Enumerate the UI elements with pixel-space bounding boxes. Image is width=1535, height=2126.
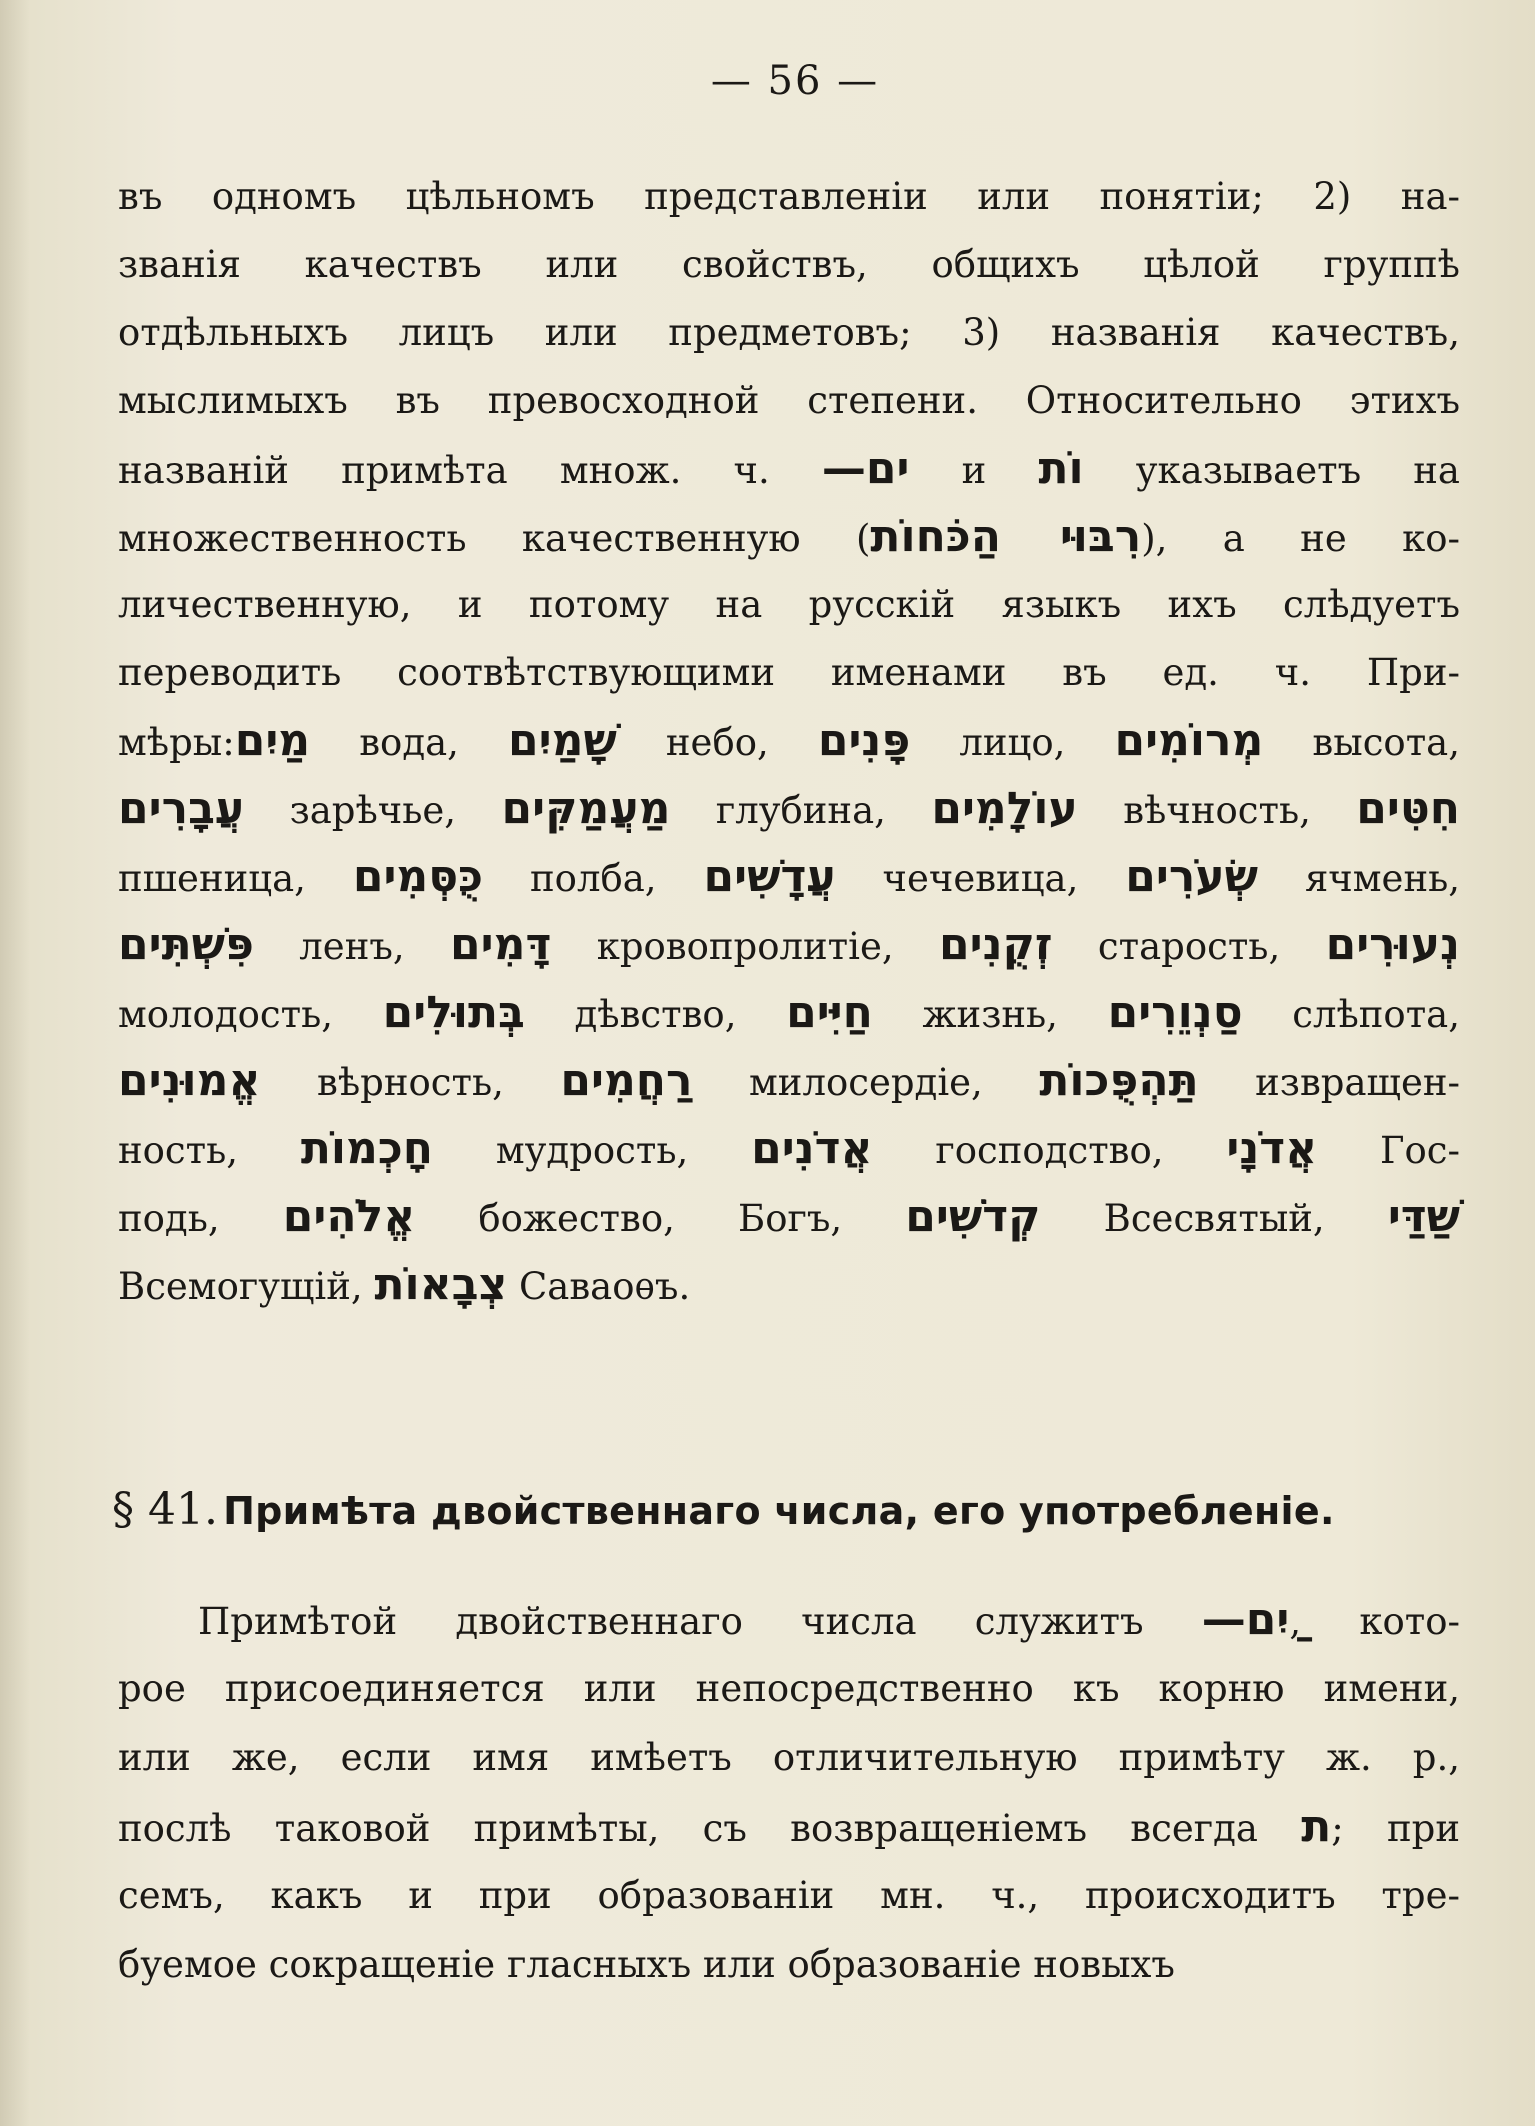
text-segment: званія качествъ или свойствъ, общихъ цѣлой группѣ [118, 243, 1460, 286]
text-segment: небо, [616, 721, 818, 764]
text-segment: ленъ, [253, 925, 451, 968]
hebrew-word: אֱמוּנִים [118, 1055, 261, 1106]
text-segment: названій примѣта множ. ч. [118, 449, 822, 492]
text-segment: зарѣчье, [244, 789, 502, 832]
hebrew-word: אֲדֹנָי [1226, 1123, 1318, 1174]
text-line [118, 1861, 1460, 1930]
text-line [118, 979, 1460, 1047]
text-segment: господство, [872, 1129, 1227, 1172]
text-line [118, 1654, 1460, 1723]
text-line [118, 1723, 1460, 1792]
text-line [118, 1930, 1460, 1999]
text-segment: въ одномъ цѣльномъ представленіи или понятіи; 2) на- [118, 175, 1460, 218]
text-segment: вѣчность, [1077, 789, 1357, 832]
text-segment: лицо, [910, 721, 1115, 764]
hebrew-word: צְבָאוֹת [374, 1259, 508, 1310]
text-segment: Всемогущій, [118, 1265, 375, 1308]
text-line [118, 503, 1460, 571]
text-segment: чечевица, [835, 857, 1126, 900]
hebrew-word: סַנְוֵרִים [1107, 987, 1243, 1038]
text-segment: жизнь, [872, 993, 1108, 1036]
section-heading [112, 1480, 1472, 1540]
section-number: § 41. [112, 1484, 218, 1535]
text-segment: Всесвятый, [1040, 1197, 1388, 1240]
hebrew-word: מַעֲמַקִּים [501, 783, 671, 834]
hebrew-word: רִבּוּי הַכֹּחוֹת [870, 511, 1142, 562]
text-line [118, 911, 1460, 979]
text-line [118, 1585, 1460, 1654]
text-segment: мудрость, [433, 1129, 752, 1172]
text-line [118, 231, 1460, 299]
text-segment: личественную, и потому на русскій языкъ ихъ слѣдуетъ [118, 583, 1460, 626]
hebrew-word: חַיִּים [786, 987, 873, 1038]
hebrew-word: וֹת [1038, 443, 1084, 494]
text-segment: милосердіе, [692, 1061, 1040, 1104]
text-line [118, 1115, 1460, 1183]
text-segment: мѣры: [118, 721, 235, 764]
text-segment: рое присоединяется или непосредственно къ корню имени, [118, 1667, 1460, 1710]
page-number: — 56 — [710, 58, 880, 104]
hebrew-word: קְדֹשִׁים [905, 1191, 1041, 1242]
hebrew-word: ים— [821, 443, 910, 494]
hebrew-word: עוֹלָמִים [931, 783, 1078, 834]
text-segment: семъ, какъ и при образованіи мн. ч., происходитъ тре- [118, 1874, 1460, 1917]
text-segment: вода, [310, 721, 509, 764]
hebrew-word: בְּתוּלִים [382, 987, 525, 1038]
text-segment: Гос- [1317, 1129, 1461, 1172]
text-line [118, 1251, 1460, 1319]
text-line [118, 435, 1460, 503]
hebrew-word: רַחֲמִים [560, 1055, 693, 1106]
text-segment: пшеница, [118, 857, 353, 900]
text-segment: буемое сокращеніе гласныхъ или образованіе новыхъ [118, 1943, 1175, 1986]
hebrew-word: עֲדָשִׁים [703, 851, 836, 902]
text-segment: высота, [1263, 721, 1460, 764]
text-segment: ), а не ко- [1141, 517, 1460, 560]
text-line [118, 639, 1460, 707]
hebrew-word: תַּהְפֻּכוֹת [1039, 1055, 1199, 1106]
paragraph-plural-examples [118, 163, 1460, 1319]
section-title: Примѣта двойственнаго числа, его употребленіе. [223, 1489, 1335, 1533]
text-segment: отдѣльныхъ лицъ или предметовъ; 3) названія качествъ, [118, 311, 1460, 354]
text-line [118, 571, 1460, 639]
text-segment: подь, [118, 1197, 283, 1240]
text-segment: вѣрность, [260, 1061, 561, 1104]
text-segment: Саваоѳъ. [507, 1265, 691, 1308]
text-line [118, 1792, 1460, 1861]
text-line [118, 1047, 1460, 1115]
text-segment: и [909, 449, 1039, 492]
text-line [118, 775, 1460, 843]
text-segment: или же, если имя имѣетъ отличительную примѣту ж. р., [118, 1736, 1460, 1779]
text-segment: божество, Богъ, [415, 1197, 906, 1240]
text-segment: множественность качественную ( [118, 517, 871, 560]
hebrew-word: ַיִם— [1201, 1594, 1290, 1645]
text-segment: указываетъ на [1083, 449, 1460, 492]
text-segment: переводить соотвѣтствующими именами въ ед. ч. При- [118, 651, 1460, 694]
hebrew-word: מְרוֹמִים [1114, 715, 1264, 766]
hebrew-word: חָכְמוֹת [300, 1123, 434, 1174]
hebrew-word: כֻּסְּמִים [352, 851, 484, 902]
text-segment: дѣвство, [524, 993, 787, 1036]
text-line [118, 1183, 1460, 1251]
text-segment: кровопролитіе, [551, 925, 939, 968]
text-segment: полба, [483, 857, 704, 900]
hebrew-word: נְעוּרִים [1325, 919, 1460, 970]
hebrew-word: אֲדֹנִים [751, 1123, 873, 1174]
text-segment: мыслимыхъ въ превосходной степени. Относительно этихъ [118, 379, 1460, 422]
hebrew-word: פִּשְׁתִּים [118, 919, 254, 970]
text-segment: , кото- [1289, 1600, 1461, 1643]
hebrew-word: פָּנִים [817, 715, 911, 766]
paragraph-dual-number [118, 1585, 1460, 1999]
hebrew-word: אֱלֹהִים [282, 1191, 416, 1242]
text-segment: ность, [118, 1129, 301, 1172]
text-segment: глубина, [670, 789, 932, 832]
hebrew-word: חִטִּים [1356, 783, 1460, 834]
text-line [118, 707, 1460, 775]
text-segment: послѣ таковой примѣты, съ возвращеніемъ всегда [118, 1807, 1302, 1850]
text-segment: молодость, [118, 993, 383, 1036]
text-line [118, 299, 1460, 367]
text-line [118, 367, 1460, 435]
page-edge-shadow [0, 0, 30, 2126]
text-line [118, 843, 1460, 911]
text-segment: старость, [1052, 925, 1326, 968]
hebrew-word: ת [1301, 1801, 1332, 1852]
hebrew-word: שַׁדַּי [1387, 1191, 1460, 1242]
hebrew-word: זְקֻנִים [939, 919, 1053, 970]
hebrew-word: שְׂעֹרִים [1125, 851, 1259, 902]
text-line [118, 163, 1460, 231]
text-segment: извращен- [1198, 1061, 1461, 1104]
hebrew-word: מַיִם [234, 715, 311, 766]
text-segment: Примѣтой двойственнаго числа служитъ [198, 1600, 1202, 1643]
text-segment: ячмень, [1258, 857, 1461, 900]
text-segment: слѣпота, [1242, 993, 1460, 1036]
hebrew-word: דָּמִים [450, 919, 552, 970]
hebrew-word: שָׁמַיִם [508, 715, 617, 766]
text-segment: ; при [1331, 1807, 1460, 1850]
hebrew-word: עֲבָרִים [118, 783, 245, 834]
